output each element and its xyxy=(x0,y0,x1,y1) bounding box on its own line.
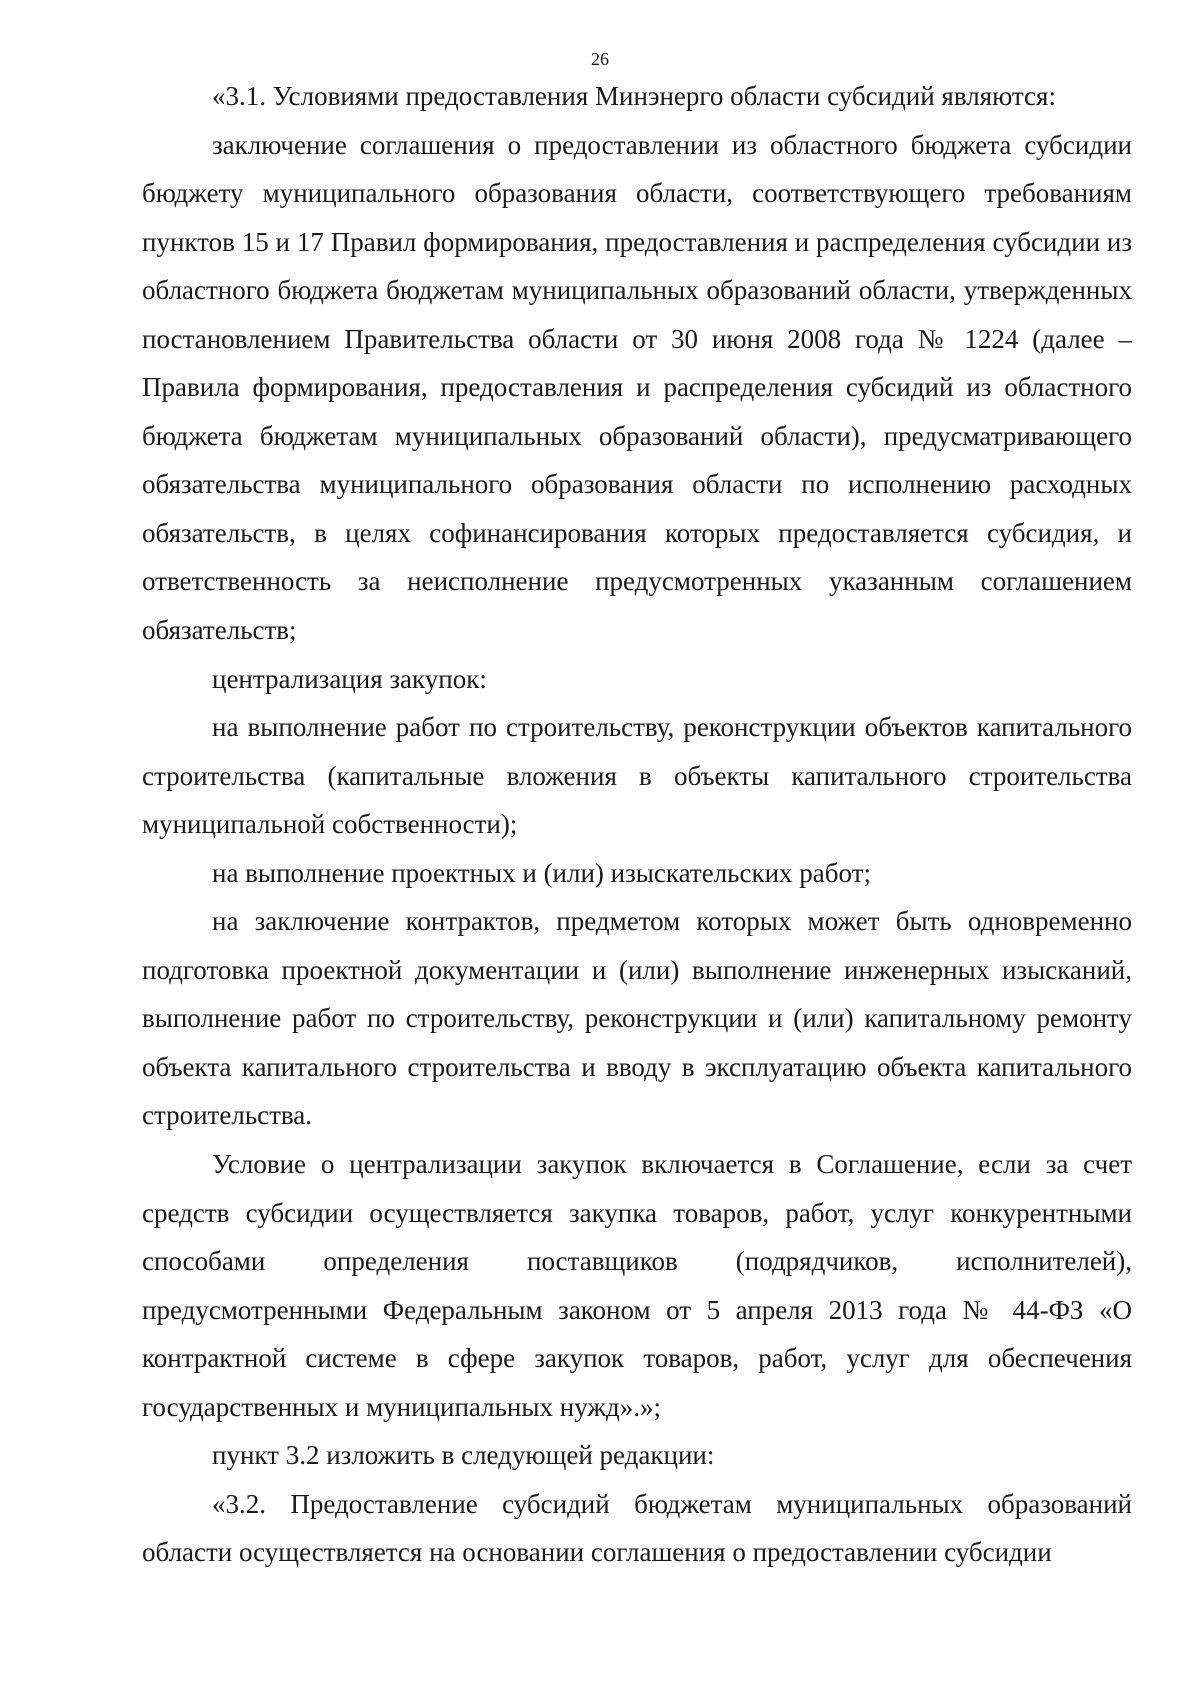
paragraph-centralization-condition: Условие о централизации закупок включается в Соглашение, если за счет средств субсидии осуществляется закупка товаров, работ, услуг конкурентными способами определения поставщиков (подрядчиков, исполнителей), предусмотренными Федеральным законом от 5 апреля 2013 года № 44-ФЗ «О контрактной системе в сфере закупок товаров, работ, услуг для обеспечения государственных и муниципальных нужд».»; xyxy=(142,1149,1132,1422)
paragraph-3-2-heading: «3.2. Предоставление субсидий бюджетам муниципальных образований области осуществляется на основании соглашения о предоставлении субсидии xyxy=(142,1488,1132,1568)
paragraph-3-1-heading: «3.1. Условиями предоставления Минэнерго области субсидий являются: xyxy=(212,81,1056,111)
paragraph-agreement-conclusion: заключение соглашения о предоставлении из областного бюджета субсидии бюджету муниципального образования области, соответствующего требованиям пунктов 15 и 17 Правил формирования, предоставления и распределения субсидии из областного бюджета бюджетам муниципальных образований области, утвержденных постановлением Правительства области от 30 июня 2008 года № 1224 (далее – Правила формирования, предоставления и распределения субсидий из областного бюджета бюджетам муниципальных образований области), предусматривающего обязательства муниципального образования области по исполнению расходных обязательств, в целях софинансирования которых предоставляется субсидия, и ответственность за неисполнение предусмотренных указанным соглашением обязательств; xyxy=(142,129,1132,646)
paragraph-contracts: на заключение контрактов, предметом которых может быть одновременно подготовка проектной документации и (или) выполнение инженерных изысканий, выполнение работ по строительству, реконструкции и (или) капитальному ремонту объекта капитального строительства и вводу в эксплуатацию объекта капитального строительства. xyxy=(142,906,1132,1131)
paragraph-procurement-centralization: централизация закупок: xyxy=(212,663,487,694)
document-body xyxy=(142,72,1132,1577)
paragraph-design-works: на выполнение проектных и (или) изыскательских работ; xyxy=(212,857,871,888)
paragraph-construction-works: на выполнение работ по строительству, реконструкции объектов капитального строительства (капитальные вложения в объекты капитального строительства муниципальной собственности); xyxy=(142,712,1132,840)
page-number: 26 xyxy=(591,49,609,69)
paragraph-item-3-2-intro: пункт 3.2 изложить в следующей редакции: xyxy=(212,1440,715,1471)
